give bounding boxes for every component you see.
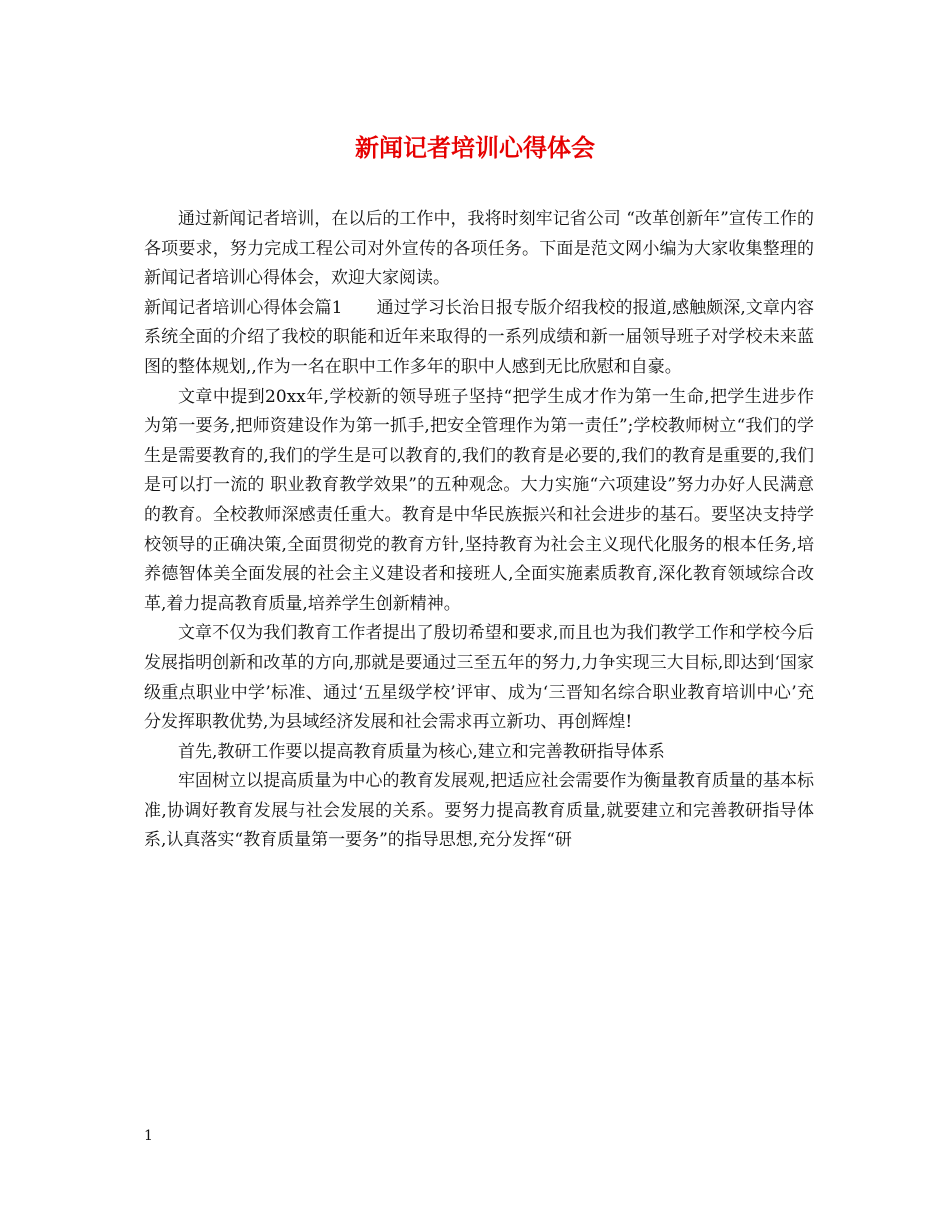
paragraph-intro: 通过新闻记者培训，在以后的工作中，我将时刻牢记省公司 “改革创新年”宣传工作的各项要求，努力完成工程公司对外宣传的各项任务。下面是范文网小编为大家收集整理的新闻记者培训心得体会，欢迎大家阅读。 — [144, 209, 814, 289]
document-title: 新闻记者培训心得体会 — [355, 133, 595, 162]
paragraph-first-point: 首先,教研工作要以提高教育质量为核心,建立和完善教研指导体系 — [178, 741, 665, 762]
page-number: 1 — [144, 1128, 153, 1144]
paragraph-quality: 牢固树立以提高质量为中心的教育发展观,把适应社会需要作为衡量教育质量的基本标准,协调好教育发展与社会发展的关系。要努力提高教育质量,就要建立和完善教研指导体系,认真落实“教育质量第一要务”的指导思想,充分发挥“研 — [144, 771, 814, 851]
paragraph-article-1: 新闻记者培训心得体会篇1 通过学习长治日报专版介绍我校的报道,感触颇深,文章内容系统全面的介绍了我校的职能和近年来取得的一系列成绩和新一届领导班子对学校未来蓝图的整体规划,,作为一名在职中工作多年的职中人感到无比欣慰和自豪。 — [144, 297, 814, 377]
paragraph-goals: 文章不仅为我们教育工作者提出了殷切希望和要求,而且也为我们教学工作和学校今后发展指明创新和改革的方向,那就是要通过三至五年的努力,力争实现三大目标,即达到‘国家级重点职业中学’标准、通过‘五星级学校’评审、成为‘三晋知名综合职业教育培训中心’充分发挥职教优势,为县域经济发展和社会需求再立新功、再创辉煌! — [144, 623, 814, 733]
paragraph-school-leadership: 文章中提到20xx年,学校新的领导班子坚持“把学生成才作为第一生命,把学生进步作为第一要务,把师资建设作为第一抓手,把安全管理作为第一责任”;学校教师树立“我们的学生是需要教育的,我们的学生是可以教育的,我们的教育是必要的,我们的教育是重要的,我们是可以打一流的 职业教育教学效果”的五种观念。大力实施“六项建设”努力办好人民满意的教育。全校教师深感责任重大。教育是中华民族振兴和社会进步的基石。要坚决支持学校领导的正确决策,全面贯彻党的教育方针,坚持教育为社会主义现代化服务的根本任务,培养德智体美全面发展的社会主义建设者和接班人,全面实施素质教育,深化教育领域综合改革,着力提高教育质量,培养学生创新精神。 — [144, 386, 814, 614]
document-body — [144, 205, 814, 856]
